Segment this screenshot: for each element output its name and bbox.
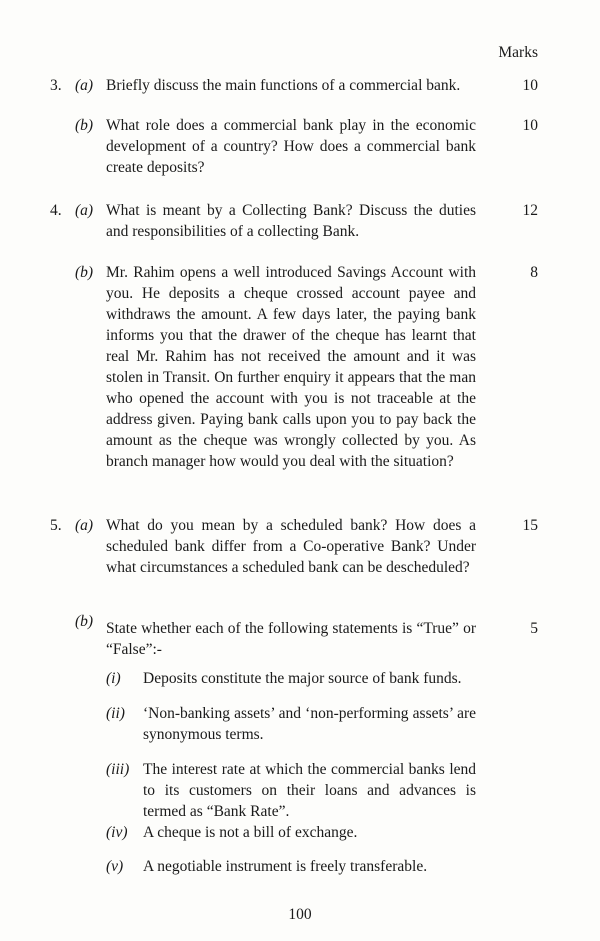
question-number: 3. [50,77,62,94]
part-label: (b) [75,613,94,630]
marks-value: 5 [530,620,538,637]
statement-label: (i) [106,670,121,687]
marks-value: 10 [522,77,538,94]
marks-value: 10 [522,117,538,134]
part-label: (b) [75,117,94,134]
question-text: What do you mean by a scheduled bank? How does a scheduled bank differ from a Co-operative Bank? Under what circumstances a scheduled bank can be descheduled? [106,517,476,576]
statement-text: A cheque is not a bill of exchange. [143,824,358,841]
question-text: State whether each of the following statements is “True” or “False”:- [106,620,476,658]
part-label: (a) [75,77,94,94]
statement-text: ‘Non-banking assets’ and ‘non-performing assets’ are synonymous terms. [143,705,476,743]
marks-value: 12 [522,202,538,219]
statement-label: (v) [106,858,124,875]
marks-column-header: Marks [498,44,538,61]
question-text: Briefly discuss the main functions of a commercial bank. [106,77,461,94]
statement-label: (iv) [106,824,128,841]
statement-text: Deposits constitute the major source of bank funds. [143,670,462,687]
statement-label: (iii) [106,761,130,778]
part-label: (a) [75,202,94,219]
page-number: 100 [288,906,312,923]
statement-text: A negotiable instrument is freely transferable. [143,858,428,875]
question-text: Mr. Rahim opens a well introduced Savings Account with you. He deposits a cheque crossed account payee and withdraws the amount. A few days later, the paying bank informs you that the drawer of the cheque has learnt that real Mr. Rahim has not received the amount and it was stolen in Transit. On further enquiry it appears that the man who opened the account with you is not traceable at the address given. Paying bank calls upon you to pay back the amount as the cheque was wrongly collected by you. As branch manager how would you deal with the situation? [106,264,476,470]
question-text: What is meant by a Collecting Bank? Discuss the duties and responsibilities of a collecting Bank. [106,202,476,240]
marks-value: 8 [530,264,538,281]
part-label: (b) [75,264,94,281]
part-label: (a) [75,517,94,534]
marks-value: 15 [522,517,538,534]
question-number: 4. [50,202,62,219]
question-number: 5. [50,517,62,534]
statement-label: (ii) [106,705,125,722]
statement-text: The interest rate at which the commercial banks lend to its customers on their loans and advances is termed as “Bank Rate”. [143,761,476,820]
question-text: What role does a commercial bank play in the economic development of a country? How does a commercial bank create deposits? [106,117,476,176]
